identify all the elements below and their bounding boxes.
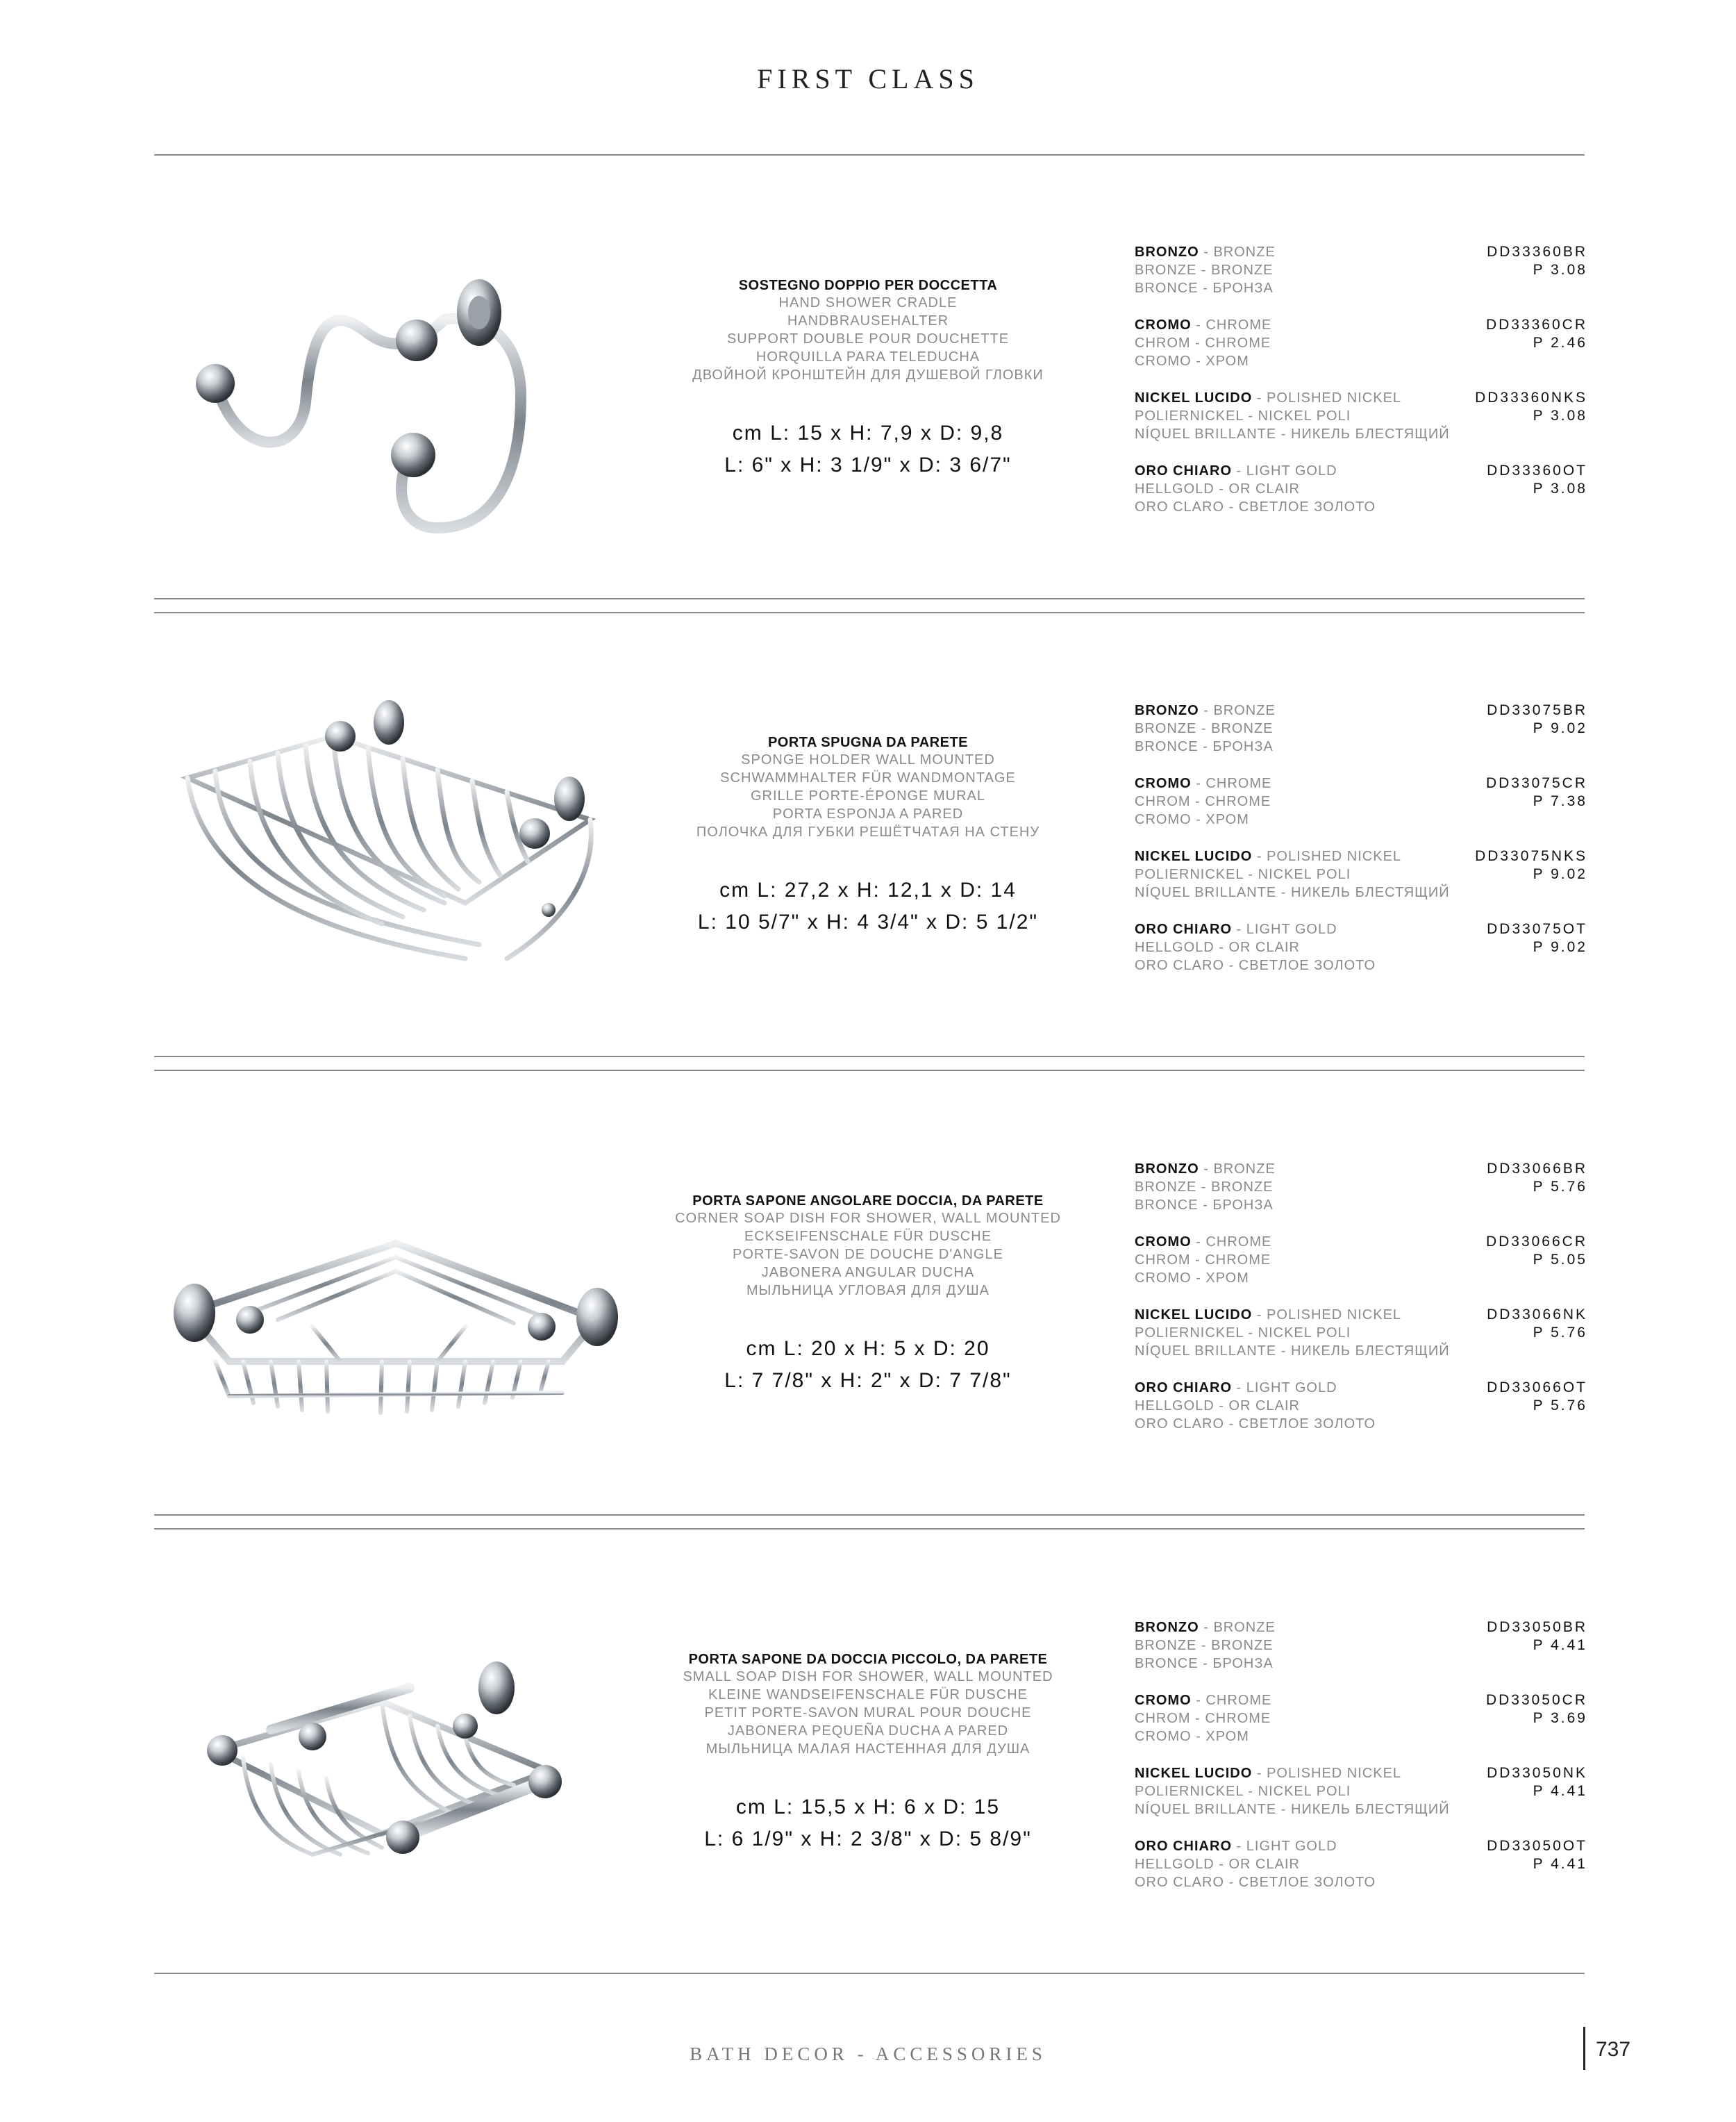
product-name-translation: МЫЛЬНИЦА УГЛОВАЯ ДЛЯ ДУША	[746, 1283, 990, 1298]
finish-name: CROMO	[1135, 317, 1192, 333]
finish-item	[1135, 920, 1587, 993]
finish-name-de-fr: POLIERNICKEL - NICKEL POLI	[1135, 1325, 1351, 1341]
finish-item	[1135, 1618, 1587, 1691]
product-price: P 9.02	[1533, 720, 1587, 736]
product-price: P 3.08	[1533, 262, 1587, 278]
product-section	[0, 1584, 1736, 2056]
product-name-translation: SUPPORT DOUBLE POUR DOUCHETTE	[726, 331, 1010, 347]
finish-name: BRONZO	[1135, 1620, 1199, 1635]
finish-name-es-ru: NÍQUEL BRILLANTE - НИКЕЛЬ БЛЕСТЯЩИЙ	[1135, 1343, 1450, 1359]
finish-name-en: - LIGHT GOLD	[1232, 922, 1337, 937]
product-name-translation: МЫЛЬНИЦА МАЛАЯ НАСТЕННАЯ ДЛЯ ДУША	[706, 1741, 1030, 1757]
product-name-translation: KLEINE WANDSEIFENSCHALE FÜR DUSCHE	[708, 1687, 1028, 1702]
finish-name-de-fr: BRONZE - BRONZE	[1135, 1179, 1274, 1195]
finish-name-en: - BRONZE	[1199, 1161, 1276, 1177]
finish-name: ORO CHIARO	[1135, 922, 1232, 937]
finish-name-en: - CHROME	[1191, 1234, 1272, 1250]
finish-list	[1135, 1160, 1587, 1452]
finish-name-en: - LIGHT GOLD	[1232, 1380, 1337, 1395]
finish-item	[1135, 847, 1587, 920]
corner-soap-dish-image	[174, 1153, 625, 1486]
dimensions-inch: L: 10 5/7" x H: 4 3/4" x D: 5 1/2"	[697, 911, 1039, 934]
finish-item	[1135, 1160, 1587, 1233]
product-name: PORTA SAPONE ANGOLARE DOCCIA, DA PARETE	[692, 1193, 1044, 1209]
product-price: P 5.76	[1533, 1179, 1587, 1195]
footer-divider	[154, 1973, 1585, 1974]
finish-name: NICKEL LUCIDO	[1135, 390, 1253, 406]
finish-item	[1135, 1837, 1587, 1910]
finish-item	[1135, 389, 1587, 462]
finish-list	[1135, 702, 1587, 993]
product-code: DD33066BR	[1487, 1161, 1587, 1177]
sponge-holder-image	[174, 695, 625, 1028]
finish-item	[1135, 774, 1587, 847]
finish-name-de-fr: POLIERNICKEL - NICKEL POLI	[1135, 867, 1351, 882]
product-code: DD33075BR	[1487, 702, 1587, 718]
finish-name: CROMO	[1135, 776, 1192, 791]
finish-name-en: - CHROME	[1191, 317, 1272, 333]
product-price: P 3.08	[1533, 481, 1587, 497]
product-name-translation: ДВОЙНОЙ КРОНШТЕЙН ДЛЯ ДУШЕВОЙ ГЛОВКИ	[692, 367, 1044, 383]
product-code: DD33360CR	[1485, 317, 1587, 333]
product-price: P 2.46	[1533, 335, 1587, 351]
finish-name: ORO CHIARO	[1135, 1839, 1232, 1854]
finish-name-de-fr: BRONZE - BRONZE	[1135, 263, 1274, 278]
finish-name-en: - POLISHED NICKEL	[1252, 1307, 1402, 1323]
product-name-translation: HORQUILLA PARA TELEDUCHA	[756, 349, 980, 365]
finish-name: NICKEL LUCIDO	[1135, 849, 1253, 864]
product-section	[0, 1125, 1736, 1598]
product-name-translation: ПОЛОЧКА ДЛЯ ГУБКИ РЕШЁТЧАТАЯ НА СТЕНУ	[696, 824, 1040, 840]
product-dimensions	[653, 875, 1083, 938]
product-name-translation: SPONGE HOLDER WALL MOUNTED	[741, 752, 995, 768]
product-code: DD33075OT	[1487, 921, 1587, 937]
finish-item	[1135, 1233, 1587, 1306]
product-code: DD33075NKS	[1475, 848, 1587, 864]
finish-name: BRONZO	[1135, 244, 1199, 260]
product-code: DD33050NK	[1487, 1765, 1587, 1781]
finish-name-es-ru: NÍQUEL BRILLANTE - НИКЕЛЬ БЛЕСТЯЩИЙ	[1135, 426, 1450, 442]
product-price: P 4.41	[1533, 1856, 1587, 1872]
product-code: DD33050OT	[1487, 1838, 1587, 1854]
product-name-translation: PORTE-SAVON DE DOUCHE D'ANGLE	[733, 1247, 1003, 1262]
finish-item	[1135, 462, 1587, 535]
product-price: P 3.69	[1533, 1710, 1587, 1726]
product-code: DD33050BR	[1487, 1619, 1587, 1635]
finish-name: BRONZO	[1135, 1161, 1199, 1177]
section-divider	[154, 1056, 1585, 1057]
finish-name: NICKEL LUCIDO	[1135, 1307, 1253, 1323]
product-price: P 5.05	[1533, 1252, 1587, 1268]
product-name-translation: PETIT PORTE-SAVON MURAL POUR DOUCHE	[704, 1705, 1032, 1721]
finish-item	[1135, 1306, 1587, 1379]
finish-name-es-ru: BRONCE - БРОНЗА	[1135, 1656, 1274, 1671]
section-divider	[154, 1070, 1585, 1071]
dimensions-cm: cm L: 15,5 x H: 6 x D: 15	[735, 1796, 1001, 1818]
product-name-translation: JABONERA ANGULAR DUCHA	[761, 1265, 975, 1280]
finish-name-es-ru: ORO CLARO - СВЕТЛОЕ ЗОЛОТО	[1135, 958, 1376, 973]
dimensions-cm: cm L: 20 x H: 5 x D: 20	[746, 1337, 990, 1360]
finish-item	[1135, 1764, 1587, 1837]
product-price: P 5.76	[1533, 1398, 1587, 1414]
product-name-translation: PORTA ESPONJA A PARED	[772, 806, 964, 822]
finish-item	[1135, 702, 1587, 774]
product-code: DD33075CR	[1485, 775, 1587, 791]
finish-name-de-fr: BRONZE - BRONZE	[1135, 721, 1274, 736]
product-description	[653, 1652, 1083, 1855]
finish-name: ORO CHIARO	[1135, 1380, 1232, 1395]
product-code: DD33360OT	[1487, 463, 1587, 479]
product-description	[653, 1193, 1083, 1397]
finish-name: CROMO	[1135, 1234, 1192, 1250]
finish-name-es-ru: ORO CLARO - СВЕТЛОЕ ЗОЛОТО	[1135, 499, 1376, 515]
section-divider	[154, 1528, 1585, 1530]
page-number: 737	[1596, 2038, 1631, 2061]
finish-list	[1135, 243, 1587, 535]
section-divider	[154, 598, 1585, 599]
finish-item	[1135, 1691, 1587, 1764]
product-dimensions	[653, 1791, 1083, 1855]
product-name-translation: CORNER SOAP DISH FOR SHOWER, WALL MOUNTED	[675, 1211, 1061, 1226]
dimensions-inch: L: 6" x H: 3 1/9" x D: 3 6/7"	[724, 454, 1012, 476]
product-name-translation: ECKSEIFENSCHALE FÜR DUSCHE	[744, 1229, 992, 1244]
product-code: DD33066CR	[1485, 1234, 1587, 1250]
product-name: PORTA SPUGNA DA PARETE	[767, 735, 969, 750]
finish-name-en: - CHROME	[1191, 776, 1272, 791]
product-code: DD33066OT	[1487, 1379, 1587, 1395]
finish-name-de-fr: HELLGOLD - OR CLAIR	[1135, 1398, 1300, 1414]
finish-name-es-ru: CROMO - ХРОМ	[1135, 354, 1249, 369]
product-name-translation: SCHWAMMHALTER FÜR WANDMONTAGE	[720, 770, 1016, 786]
small-soap-dish-image	[174, 1611, 625, 1945]
finish-name-de-fr: HELLGOLD - OR CLAIR	[1135, 481, 1300, 497]
finish-name-es-ru: CROMO - ХРОМ	[1135, 1270, 1249, 1286]
finish-name-en: - BRONZE	[1199, 244, 1276, 260]
finish-name-es-ru: BRONCE - БРОНЗА	[1135, 281, 1274, 296]
product-name: PORTA SAPONE DA DOCCIA PICCOLO, DA PARETE	[688, 1652, 1048, 1667]
product-price: P 9.02	[1533, 939, 1587, 955]
product-code: DD33360BR	[1487, 244, 1587, 260]
product-dimensions	[653, 417, 1083, 481]
product-description	[653, 278, 1083, 481]
finish-name-es-ru: ORO CLARO - СВЕТЛОЕ ЗОЛОТО	[1135, 1416, 1376, 1432]
finish-name-de-fr: CHROM - CHROME	[1135, 1252, 1271, 1268]
finish-name-en: - LIGHT GOLD	[1232, 463, 1337, 479]
dimensions-cm: cm L: 27,2 x H: 12,1 x D: 14	[719, 879, 1017, 902]
finish-name: BRONZO	[1135, 703, 1199, 718]
finish-name-en: - BRONZE	[1199, 703, 1276, 718]
finish-name-es-ru: NÍQUEL BRILLANTE - НИКЕЛЬ БЛЕСТЯЩИЙ	[1135, 1802, 1450, 1817]
product-price: P 5.76	[1533, 1325, 1587, 1341]
section-divider	[154, 612, 1585, 613]
product-dimensions	[653, 1333, 1083, 1397]
product-section	[0, 667, 1736, 1139]
finish-name-en: - POLISHED NICKEL	[1252, 1766, 1402, 1781]
dimensions-inch: L: 6 1/9" x H: 2 3/8" x D: 5 8/9"	[704, 1827, 1032, 1850]
product-price: P 4.41	[1533, 1783, 1587, 1799]
finish-name-de-fr: CHROM - CHROME	[1135, 1711, 1271, 1726]
finish-name-de-fr: CHROM - CHROME	[1135, 335, 1271, 351]
finish-name-es-ru: ORO CLARO - СВЕТЛОЕ ЗОЛОТО	[1135, 1875, 1376, 1890]
header-divider	[154, 154, 1585, 156]
finish-name-es-ru: BRONCE - БРОНЗА	[1135, 1197, 1274, 1213]
finish-name-es-ru: NÍQUEL BRILLANTE - НИКЕЛЬ БЛЕСТЯЩИЙ	[1135, 885, 1450, 900]
finish-name-de-fr: BRONZE - BRONZE	[1135, 1638, 1274, 1653]
finish-item	[1135, 1379, 1587, 1452]
product-name-translation: SMALL SOAP DISH FOR SHOWER, WALL MOUNTED	[683, 1669, 1053, 1684]
finish-name-es-ru: CROMO - ХРОМ	[1135, 812, 1249, 827]
product-name-translation: GRILLE PORTE-ÉPONGE MURAL	[750, 788, 986, 804]
product-name-translation: HANDBRAUSEHALTER	[787, 313, 949, 329]
finish-name: ORO CHIARO	[1135, 463, 1232, 479]
page-number-bar	[1583, 2027, 1585, 2070]
finish-name-de-fr: HELLGOLD - OR CLAIR	[1135, 1857, 1300, 1872]
finish-name-de-fr: POLIERNICKEL - NICKEL POLI	[1135, 1784, 1351, 1799]
finish-name-en: - POLISHED NICKEL	[1252, 849, 1402, 864]
product-code: DD33360NKS	[1475, 390, 1587, 406]
dimensions-inch: L: 7 7/8" x H: 2" x D: 7 7/8"	[724, 1369, 1012, 1392]
finish-name-de-fr: CHROM - CHROME	[1135, 794, 1271, 809]
product-price: P 7.38	[1533, 793, 1587, 809]
page-title: FIRST CLASS	[757, 63, 979, 94]
finish-item	[1135, 243, 1587, 316]
finish-item	[1135, 316, 1587, 389]
finish-name-en: - BRONZE	[1199, 1620, 1276, 1635]
hand-shower-cradle-image	[174, 236, 625, 570]
finish-list	[1135, 1618, 1587, 1910]
finish-name-es-ru: CROMO - ХРОМ	[1135, 1729, 1249, 1744]
product-name-translation: HAND SHOWER CRADLE	[778, 295, 958, 310]
product-name-translation: JABONERA PEQUEÑA DUCHA A PARED	[727, 1723, 1009, 1739]
finish-name: NICKEL LUCIDO	[1135, 1766, 1253, 1781]
finish-name-en: - POLISHED NICKEL	[1252, 390, 1402, 406]
product-price: P 9.02	[1533, 866, 1587, 882]
product-price: P 4.41	[1533, 1637, 1587, 1653]
product-description	[653, 735, 1083, 938]
footer-section-title: BATH DECOR - ACCESSORIES	[690, 2044, 1046, 2064]
finish-name-en: - LIGHT GOLD	[1232, 1839, 1337, 1854]
product-price: P 3.08	[1533, 408, 1587, 424]
finish-name-es-ru: BRONCE - БРОНЗА	[1135, 739, 1274, 754]
section-divider	[154, 1514, 1585, 1516]
finish-name-de-fr: HELLGOLD - OR CLAIR	[1135, 940, 1300, 955]
product-code: DD33050CR	[1485, 1692, 1587, 1708]
product-name: SOSTEGNO DOPPIO PER DOCCETTA	[738, 278, 998, 293]
finish-name-en: - CHROME	[1191, 1693, 1272, 1708]
product-code: DD33066NK	[1487, 1307, 1587, 1323]
finish-name: CROMO	[1135, 1693, 1192, 1708]
product-section	[0, 208, 1736, 681]
finish-name-de-fr: POLIERNICKEL - NICKEL POLI	[1135, 408, 1351, 424]
dimensions-cm: cm L: 15 x H: 7,9 x D: 9,8	[732, 422, 1004, 445]
